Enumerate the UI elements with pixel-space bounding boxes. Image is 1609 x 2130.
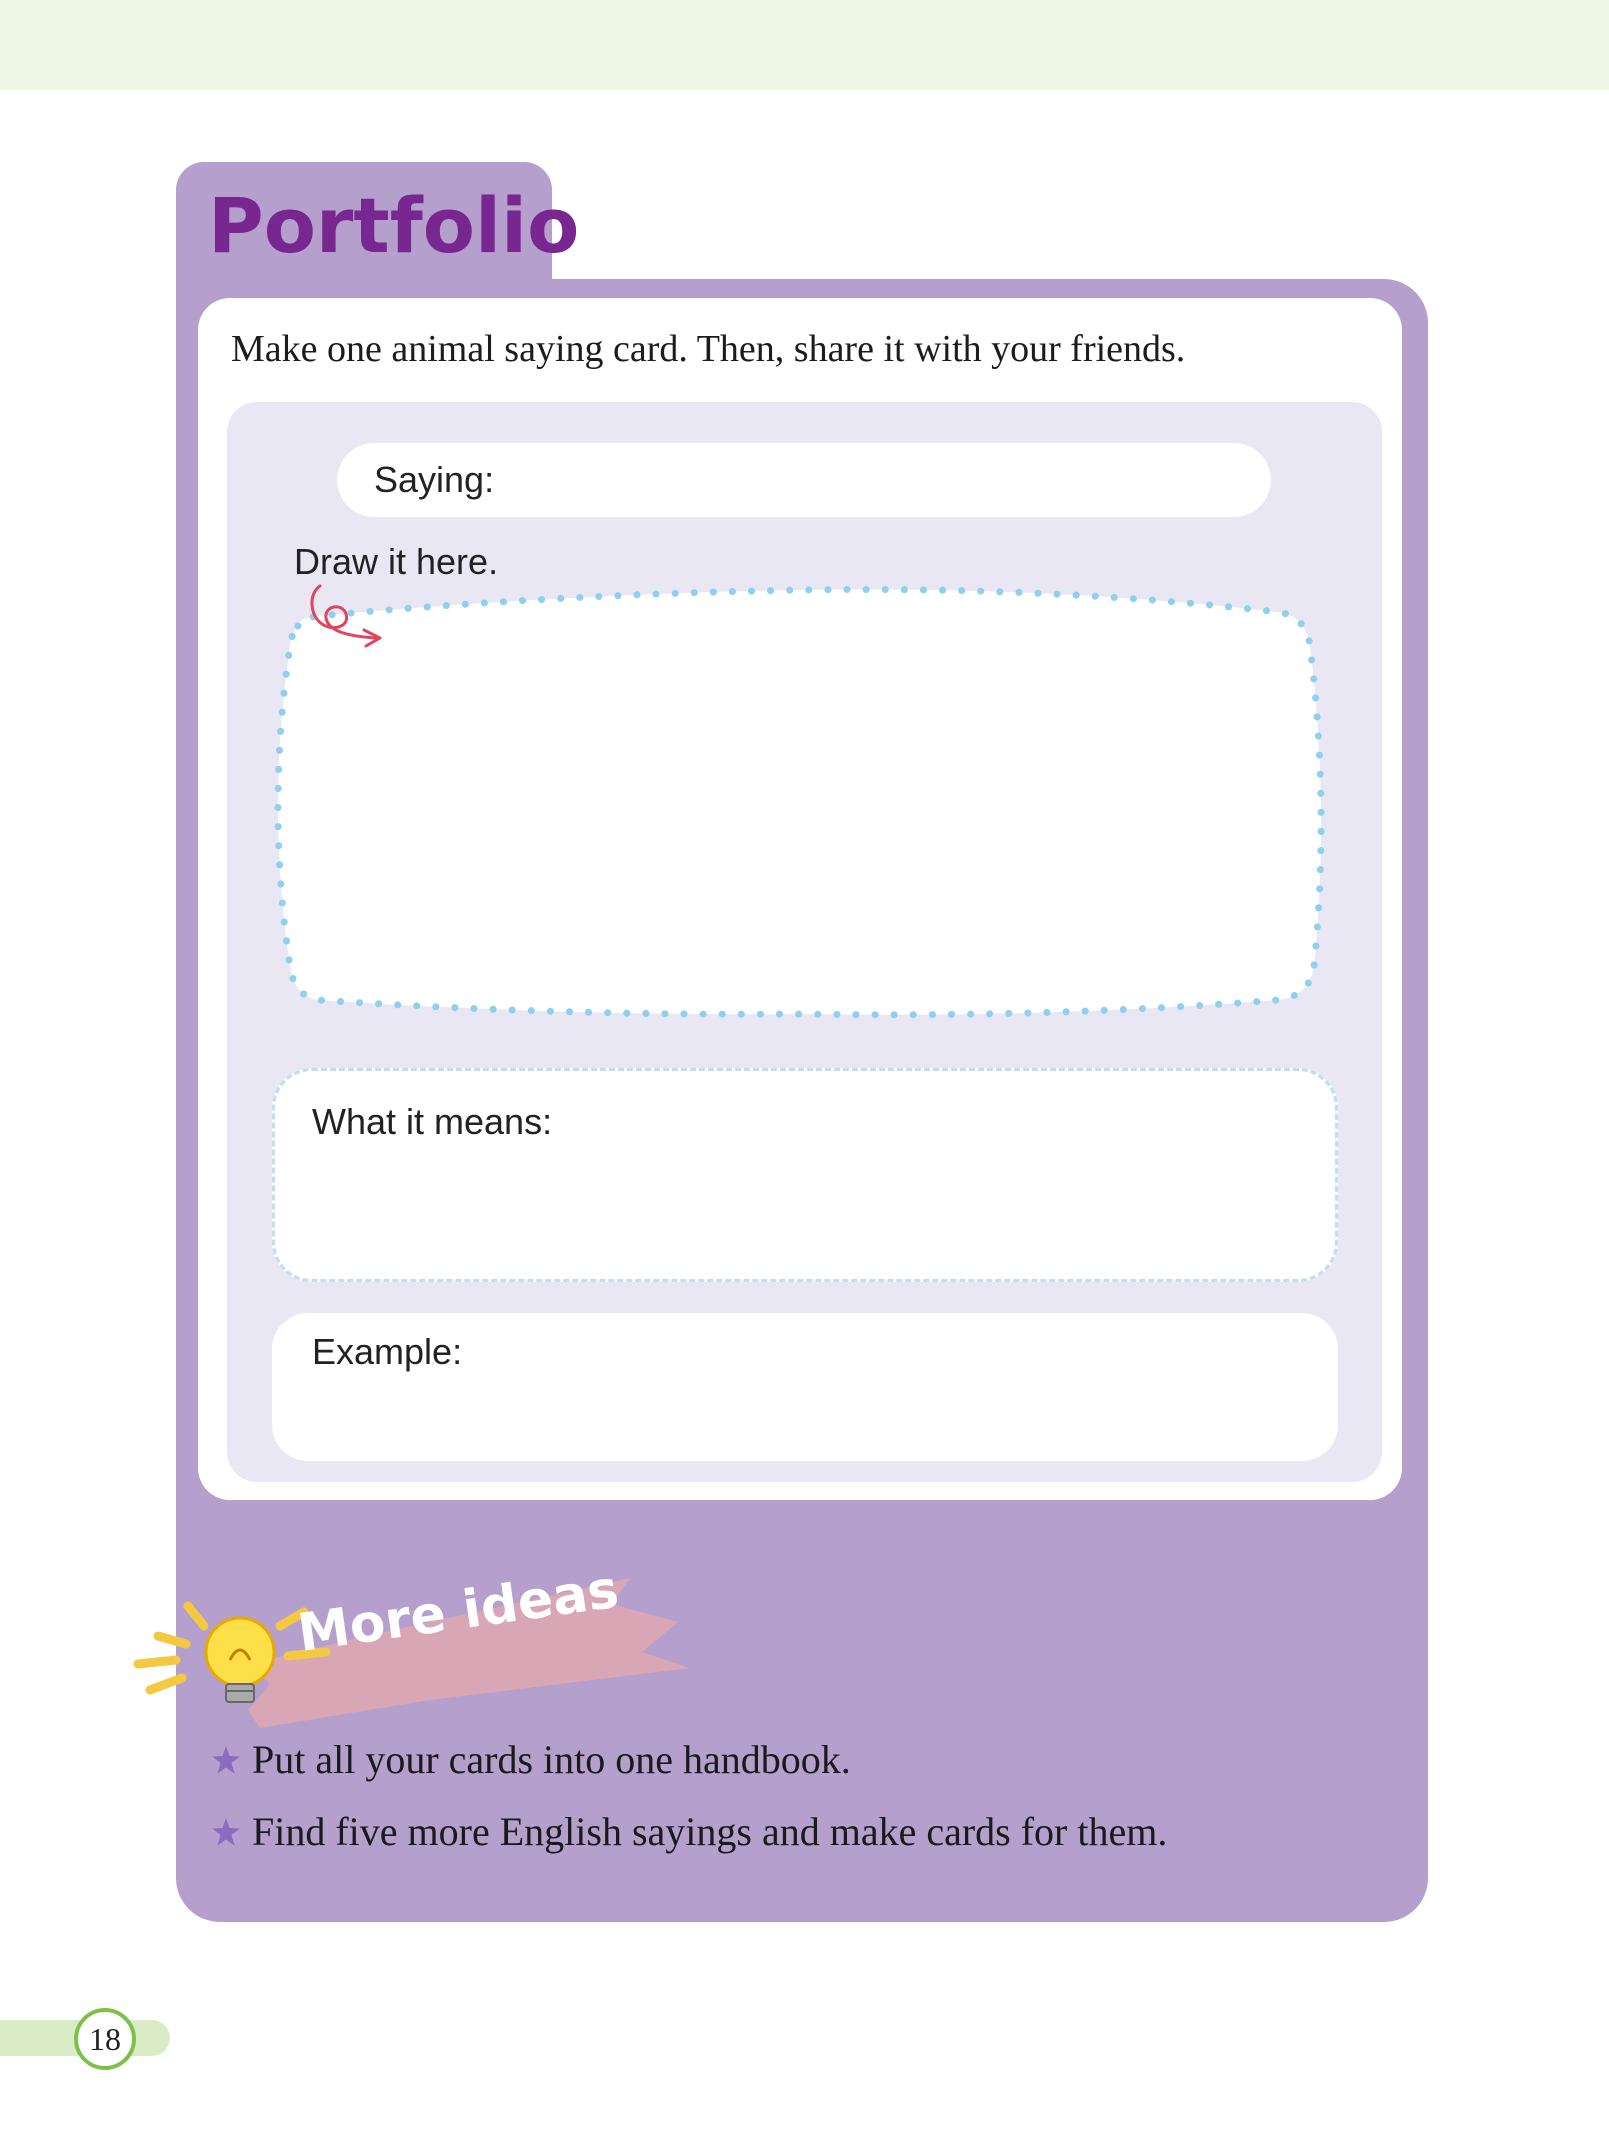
idea-item — [210, 1737, 851, 1782]
idea-item — [210, 1809, 1168, 1854]
drawing-area[interactable] — [258, 576, 1348, 1036]
idea-text: Put all your cards into one handbook. — [252, 1737, 851, 1782]
dotted-border — [278, 589, 1321, 1014]
instruction-text: Make one animal saying card. Then, share it with your friends. — [231, 328, 1186, 370]
draw-label: Draw it here. — [294, 541, 499, 582]
idea-text: Find five more English sayings and make cards for them. — [252, 1809, 1168, 1854]
page-title: Portfolio — [208, 181, 580, 270]
more-ideas-title: More ideas — [294, 1559, 623, 1664]
star-bullet-icon — [210, 1744, 242, 1776]
meaning-label: What it means: — [312, 1101, 553, 1142]
saying-label: Saying: — [374, 459, 495, 500]
example-label: Example: — [312, 1331, 463, 1372]
top-band — [0, 0, 1609, 90]
star-bullet-icon — [210, 1816, 242, 1848]
page-number: 18 — [74, 2008, 136, 2070]
